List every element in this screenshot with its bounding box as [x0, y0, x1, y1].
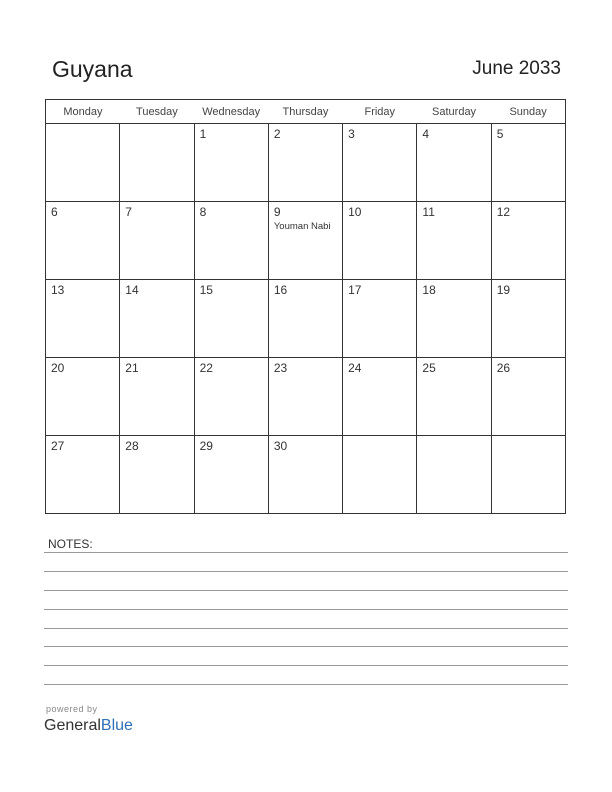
week-row	[46, 202, 566, 280]
day-number: 3	[348, 127, 355, 141]
weekday-friday: Friday	[343, 100, 417, 124]
month-title: June 2033	[472, 58, 561, 79]
brand-logo[interactable]	[44, 717, 133, 735]
day-number: 1	[199, 127, 207, 141]
day-cell	[120, 124, 194, 202]
weekday-thursday: Thursday	[268, 100, 342, 124]
notes-line	[44, 684, 568, 685]
day-cell	[46, 124, 120, 202]
day-cell	[343, 358, 417, 436]
day-number: 11	[422, 205, 435, 219]
day-cell	[491, 124, 565, 202]
day-number: 15	[199, 283, 213, 297]
notes-line	[44, 590, 568, 591]
holiday-label: Youman Nabi	[273, 221, 331, 232]
brand-name-general: General	[44, 717, 101, 734]
day-cell	[343, 202, 417, 280]
day-cell	[194, 436, 268, 514]
day-cell	[417, 202, 491, 280]
day-number: 25	[422, 361, 436, 375]
day-cell	[46, 436, 120, 514]
day-number: 27	[51, 439, 65, 453]
day-cell	[46, 202, 120, 280]
day-cell	[268, 202, 342, 280]
notes-line	[44, 646, 568, 647]
day-cell	[491, 436, 565, 514]
day-cell	[194, 124, 268, 202]
day-number: 30	[273, 439, 288, 453]
day-cell	[120, 436, 194, 514]
day-number: 7	[125, 205, 132, 219]
notes-line	[44, 571, 568, 572]
calendar-grid	[45, 99, 566, 514]
day-number: 29	[199, 439, 213, 453]
brand-name-blue: Blue	[100, 717, 133, 734]
powered-by-text: powered by	[46, 704, 98, 714]
day-number: 28	[125, 439, 139, 453]
day-number: 16	[273, 283, 288, 297]
day-number: 2	[273, 127, 281, 141]
day-cell	[268, 436, 342, 514]
week-row	[46, 358, 566, 436]
day-cell	[194, 202, 268, 280]
weekday-tuesday: Tuesday	[120, 100, 194, 124]
week-row	[46, 124, 566, 202]
day-number: 12	[496, 205, 511, 219]
day-number: 5	[496, 127, 504, 141]
day-number: 21	[125, 361, 139, 375]
day-cell	[417, 280, 491, 358]
day-cell	[268, 124, 342, 202]
notes-line	[44, 552, 568, 553]
day-cell	[417, 358, 491, 436]
day-number: 18	[422, 283, 436, 297]
notes-line	[44, 609, 568, 610]
day-number: 9	[273, 205, 281, 219]
day-number: 6	[51, 205, 58, 219]
day-number: 20	[51, 361, 65, 375]
week-row	[46, 436, 566, 514]
notes-label: NOTES:	[48, 537, 93, 551]
day-number: 19	[496, 283, 511, 297]
day-cell	[491, 202, 565, 280]
day-number: 17	[348, 283, 362, 297]
weekday-wednesday: Wednesday	[194, 100, 268, 124]
day-cell	[343, 280, 417, 358]
day-cell	[120, 280, 194, 358]
day-cell	[491, 280, 565, 358]
day-cell	[268, 358, 342, 436]
day-cell	[46, 280, 120, 358]
day-number: 13	[51, 283, 65, 297]
weekday-saturday: Saturday	[417, 100, 491, 124]
day-number: 24	[348, 361, 362, 375]
day-number: 26	[496, 361, 511, 375]
day-cell	[268, 280, 342, 358]
week-row	[46, 280, 566, 358]
notes-line	[44, 665, 568, 666]
day-cell	[120, 202, 194, 280]
day-number: 23	[273, 361, 288, 375]
day-cell	[46, 358, 120, 436]
day-cell	[194, 280, 268, 358]
notes-line	[44, 628, 568, 629]
day-number: 14	[125, 283, 139, 297]
day-number: 4	[422, 127, 430, 141]
day-cell	[343, 436, 417, 514]
day-cell	[417, 436, 491, 514]
weekday-monday: Monday	[46, 100, 120, 124]
day-cell	[194, 358, 268, 436]
day-cell	[120, 358, 194, 436]
day-number: 22	[199, 361, 213, 375]
day-cell	[343, 124, 417, 202]
day-cell	[417, 124, 491, 202]
day-cell	[491, 358, 565, 436]
day-number: 8	[199, 205, 207, 219]
weekday-header-row	[46, 100, 566, 124]
country-title: Guyana	[52, 56, 133, 82]
day-number: 10	[348, 205, 362, 219]
weekday-sunday: Sunday	[491, 100, 565, 124]
